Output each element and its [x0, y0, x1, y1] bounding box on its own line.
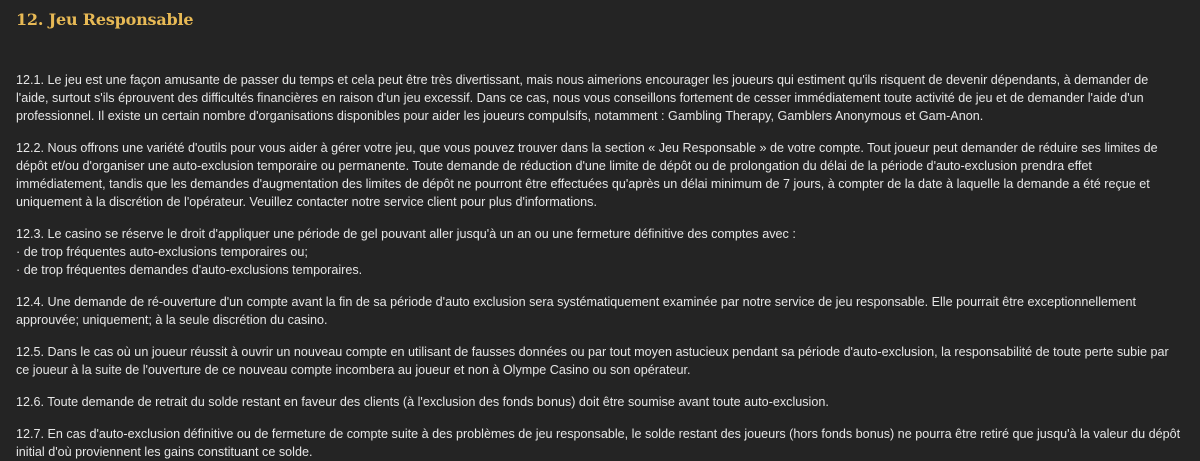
paragraph-12-4: 12.4. Une demande de ré-ouverture d'un compte avant la fin de sa période d'auto exclusion sera systématiquement examinée par notre service de jeu responsable. Elle pourrait être exceptionnellement approuvée; uniquement; à la seule discrétion du casino. [16, 295, 1137, 327]
paragraph-12-2: 12.2. Nous offrons une variété d'outils pour vous aider à gérer votre jeu, que vous pouvez trouver dans la section « Jeu Responsable » de votre compte. Tout joueur peut demander de réduire ses limites de dépôt et/ou d'organiser une auto-exclusion temporaire ou permanente. Toute demande de réduction d'une limite de dépôt ou de prolongation du délai de la période d'auto-exclusion prendra effet immédiatement, tandis que les demandes d'augmentation des limites de dépôt ne pourront être effectuées qu'après un délai minimum de 7 jours, à compter de la date à laquelle la demande a été reçue et uniquement à la discrétion de l'opérateur. Veuillez contacter notre service client pour plus d'informations. [16, 141, 1158, 209]
section-body [16, 71, 1184, 461]
paragraph-12-3: 12.3. Le casino se réserve le droit d'appliquer une période de gel pouvant aller jusqu'à un an ou une fermeture définitive des comptes avec : · de trop fréquentes auto-exclusions temporaires ou; · de trop fréquentes demandes d'auto-exclusions temporaires. [16, 227, 796, 277]
paragraph-12-6: 12.6. Toute demande de retrait du solde restant en faveur des clients (à l'exclusion des fonds bonus) doit être soumise avant toute auto-exclusion. [16, 395, 829, 409]
section-title: 12. Jeu Responsable [16, 10, 194, 29]
paragraph-12-5: 12.5. Dans le cas où un joueur réussit à ouvrir un nouveau compte en utilisant de fausses données ou par tout moyen astucieux pendant sa période d'auto-exclusion, la responsabilité de toute perte subie par ce joueur à la suite de l'ouverture de ce nouveau compte incombera au joueur et non à Olympe Casino ou son opérateur. [16, 345, 1169, 377]
paragraph-12-7: 12.7. En cas d'auto-exclusion définitive ou de fermeture de compte suite à des problèmes de jeu responsable, le solde restant des joueurs (hors fonds bonus) ne pourra être retiré que jusqu'à la valeur du dépôt initial d'où proviennent les gains constituant ce solde. [16, 427, 1181, 459]
paragraph-12-1: 12.1. Le jeu est une façon amusante de passer du temps et cela peut être très divertissant, mais nous aimerions encourager les joueurs qui estiment qu'ils risquent de devenir dépendants, à demander de l'aide, surtout s'ils éprouvent des difficultés financières en raison d'un jeu excessif. Dans ce cas, nous vous conseillons fortement de cesser immédiatement toute activité de jeu et de demander l'aide d'un professionnel. Il existe un certain nombre d'organisations disponibles pour aider les joueurs compulsifs, notamment : Gambling Therapy, Gamblers Anonymous et Gam-Anon. [16, 73, 1149, 123]
